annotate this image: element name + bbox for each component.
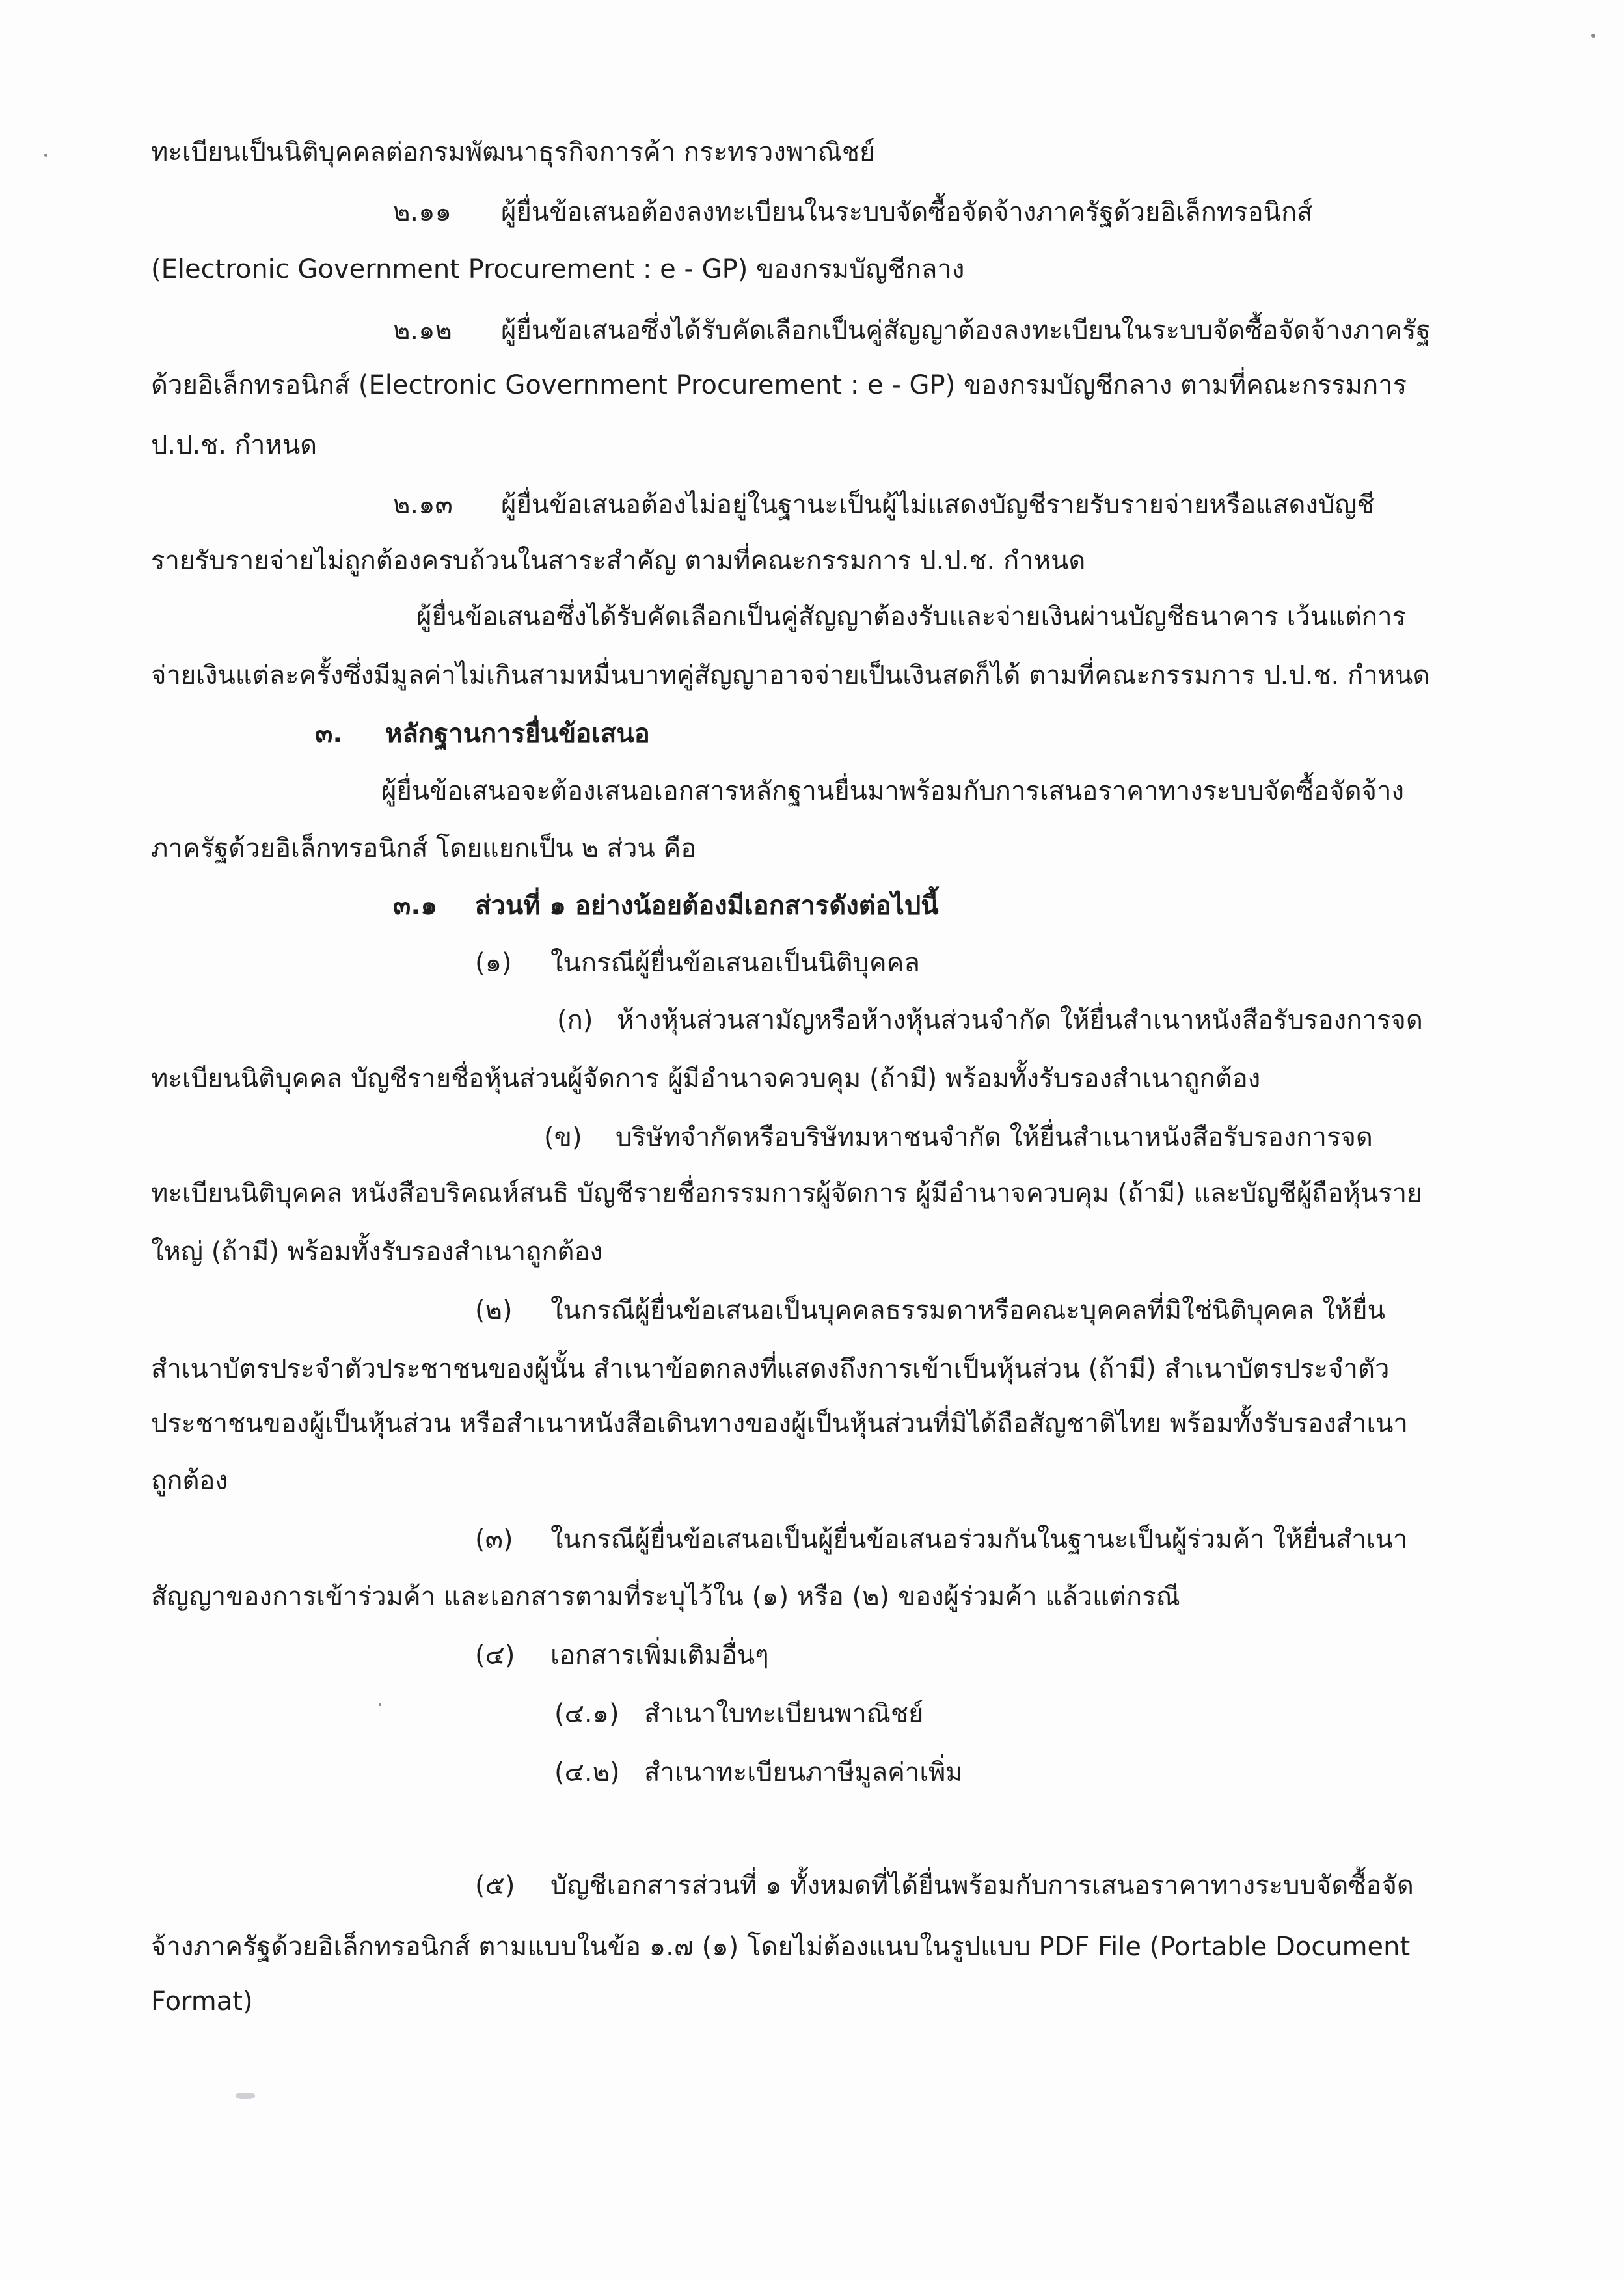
text-line: ในกรณีผู้ยื่นข้อเสนอเป็นผู้ยื่นข้อเสนอร่วมกันในฐานะเป็นผู้ร่วมค้า ให้ยื่นสำเนา [550, 1525, 1408, 1554]
text-line: สำเนาทะเบียนภาษีมูลค่าเพิ่ม [644, 1758, 963, 1787]
text-line: ผู้ยื่นข้อเสนอต้องลงทะเบียนในระบบจัดซื้อจัดจ้างภาครัฐด้วยอิเล็กทรอนิกส์ [501, 197, 1313, 227]
text-line: ถูกต้อง [151, 1466, 228, 1496]
text-line: ผู้ยื่นข้อเสนอจะต้องเสนอเอกสารหลักฐานยื่นมาพร้อมกับการเสนอราคาทางระบบจัดซื้อจัดจ้าง [381, 776, 1404, 806]
text-line: รายรับรายจ่ายไม่ถูกต้องครบถ้วนในสาระสำคัญ ตามที่คณะกรรมการ ป.ป.ช. กำหนด [151, 546, 1086, 576]
section-number: ๓. [315, 719, 343, 749]
text-line: ภาครัฐด้วยอิเล็กทรอนิกส์ โดยแยกเป็น ๒ ส่วน คือ [151, 834, 697, 863]
text-line: ป.ป.ช. กำหนด [151, 430, 318, 460]
text-line: ใหญ่ (ถ้ามี) พร้อมทั้งรับรองสำเนาถูกต้อง [151, 1237, 603, 1267]
text-line: สำเนาบัตรประจำตัวประชาชนของผู้นั้น สำเนาข้อตกลงที่แสดงถึงการเข้าเป็นหุ้นส่วน (ถ้ามี) สำเนาบัตรประจำตัว [151, 1354, 1390, 1384]
clause-number: ๒.๑๒ [393, 316, 452, 346]
item-number: (๒) [475, 1296, 513, 1325]
text-line: ห้างหุ้นส่วนสามัญหรือห้างหุ้นส่วนจำกัด ให้ยื่นสำเนาหนังสือรับรองการจด [617, 1005, 1423, 1035]
item-number: (๑) [475, 948, 512, 978]
item-number: (๔.๑) [554, 1699, 619, 1729]
subsection-heading: ส่วนที่ ๑ อย่างน้อยต้องมีเอกสารดังต่อไปนี้ [475, 891, 939, 921]
text-line: Format) [151, 1987, 253, 2016]
text-line: ทะเบียนนิติบุคคล บัญชีรายชื่อหุ้นส่วนผู้จัดการ ผู้มีอำนาจควบคุม (ถ้ามี) พร้อมทั้งรับรองสำเนาถูกต้อง [151, 1064, 1261, 1094]
text-line: สำเนาใบทะเบียนพาณิชย์ [644, 1699, 924, 1729]
item-number: (๕) [475, 1871, 515, 1901]
item-number: (ข) [544, 1122, 582, 1152]
clause-number: ๒.๑๓ [393, 490, 453, 520]
text-line: ผู้ยื่นข้อเสนอซึ่งได้รับคัดเลือกเป็นคู่สัญญาต้องรับและจ่ายเงินผ่านบัญชีธนาคาร เว้นแต่การ [416, 602, 1407, 632]
text-line: ประชาชนของผู้เป็นหุ้นส่วน หรือสำเนาหนังสือเดินทางของผู้เป็นหุ้นส่วนที่มิได้ถือสัญชาติไทย พร้อมทั้งรับรองสำเนา [151, 1409, 1408, 1439]
text-line: ในกรณีผู้ยื่นข้อเสนอเป็นนิติบุคคล [550, 948, 920, 978]
text-line: ผู้ยื่นข้อเสนอซึ่งได้รับคัดเลือกเป็นคู่สัญญาต้องลงทะเบียนในระบบจัดซื้อจัดจ้างภาครัฐ [501, 316, 1431, 346]
subsection-number: ๓.๑ [393, 891, 437, 921]
item-number: (๔) [475, 1640, 515, 1670]
text-line: สัญญาของการเข้าร่วมค้า และเอกสารตามที่ระบุไว้ใน (๑) หรือ (๒) ของผู้ร่วมค้า แล้วแต่กรณี [151, 1582, 1180, 1612]
text-line: จ้างภาครัฐด้วยอิเล็กทรอนิกส์ ตามแบบในข้อ ๑.๗ (๑) โดยไม่ต้องแนบในรูปแบบ PDF File (Portable Document [151, 1932, 1411, 1962]
item-number: (ก) [557, 1005, 593, 1035]
text-line: ทะเบียนเป็นนิติบุคคลต่อกรมพัฒนาธุรกิจการค้า กระทรวงพาณิชย์ [151, 137, 875, 167]
clause-number: ๒.๑๑ [393, 197, 452, 227]
text-line: จ่ายเงินแต่ละครั้งซึ่งมีมูลค่าไม่เกินสามหมื่นบาทคู่สัญญาอาจจ่ายเป็นเงินสดก็ได้ ตามที่คณะกรรมการ ป.ป.ช. กำหนด [151, 660, 1430, 690]
text-line: บัญชีเอกสารส่วนที่ ๑ ทั้งหมดที่ได้ยื่นพร้อมกับการเสนอราคาทางระบบจัดซื้อจัด [550, 1871, 1414, 1901]
text-line: ผู้ยื่นข้อเสนอต้องไม่อยู่ในฐานะเป็นผู้ไม่แสดงบัญชีรายรับรายจ่ายหรือแสดงบัญชี [501, 490, 1375, 520]
scan-speck [44, 154, 47, 157]
text-line: ในกรณีผู้ยื่นข้อเสนอเป็นบุคคลธรรมดาหรือคณะบุคคลที่มิใช่นิติบุคคล ให้ยื่น [550, 1296, 1385, 1325]
text-line: เอกสารเพิ่มเติมอื่นๆ [550, 1640, 769, 1670]
text-line: (Electronic Government Procurement : e - GP) ของกรมบัญชีกลาง [151, 254, 965, 284]
text-line: ทะเบียนนิติบุคคล หนังสือบริคณห์สนธิ บัญชีรายชื่อกรรมการผู้จัดการ ผู้มีอำนาจควบคุม (ถ้ามี) และบัญชีผู้ถือหุ้นราย [151, 1178, 1422, 1208]
section-heading: หลักฐานการยื่นข้อเสนอ [385, 719, 650, 749]
item-number: (๓) [475, 1525, 513, 1554]
text-line: บริษัทจำกัดหรือบริษัทมหาชนจำกัด ให้ยื่นสำเนาหนังสือรับรองการจด [616, 1122, 1373, 1152]
text-line: ด้วยอิเล็กทรอนิกส์ (Electronic Government Procurement : e - GP) ของกรมบัญชีกลาง ตามที่คณะกรรมการ [151, 370, 1407, 400]
scan-speck [1591, 34, 1595, 38]
item-number: (๔.๒) [554, 1758, 620, 1787]
scan-speck [379, 1703, 381, 1706]
scan-smudge [236, 2093, 255, 2099]
